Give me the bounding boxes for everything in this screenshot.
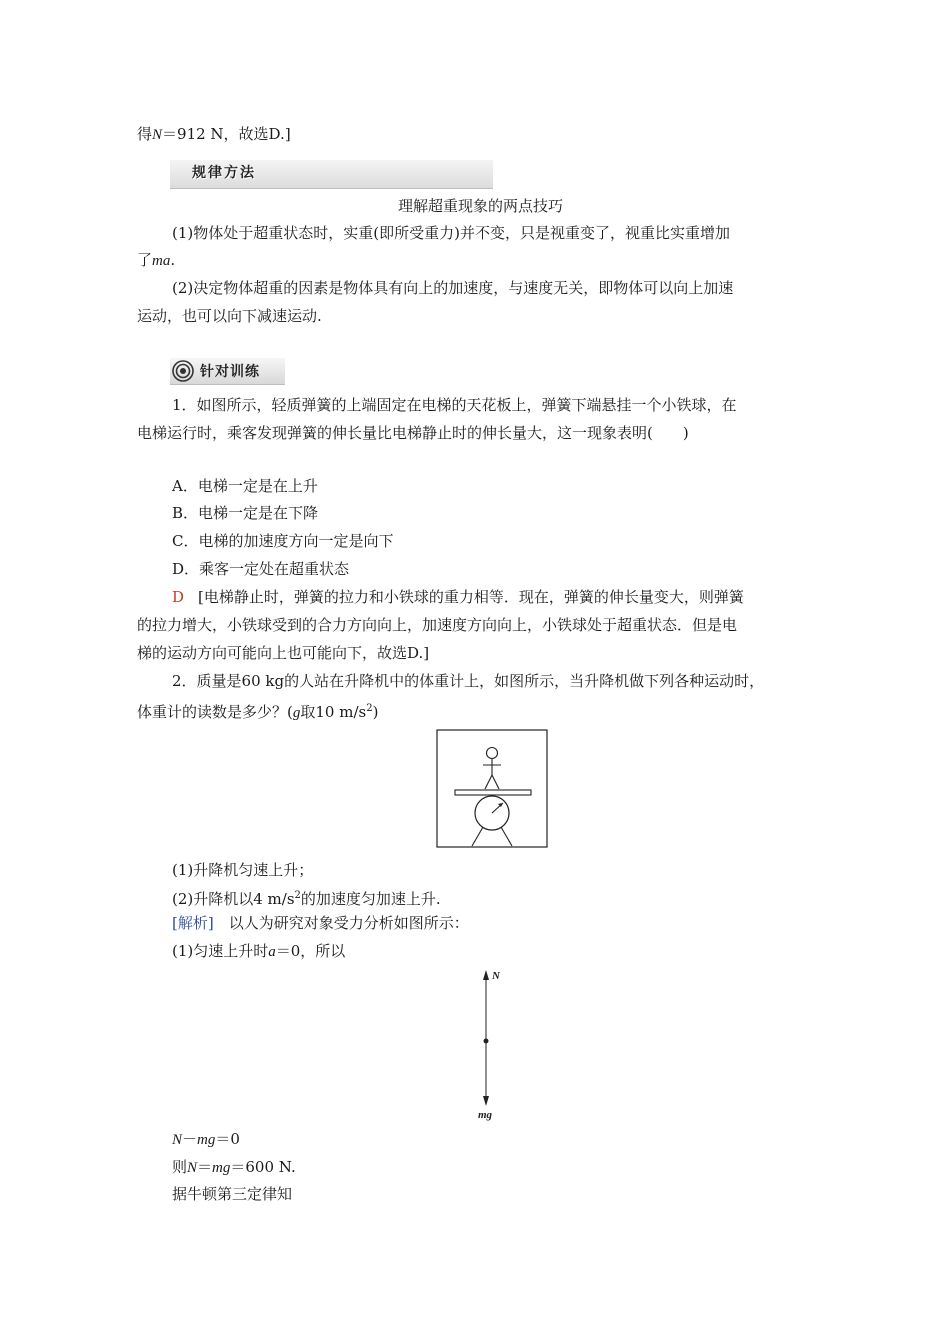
rule-title: 理解超重现象的两点技巧 [398,197,564,215]
q1-option-c: C．电梯的加速度方向一定是向下 [172,532,394,550]
q1-stem-line-2: 电梯运行时，乘客发现弹簧的伸长量比电梯静止时的伸长量大，这一现象表明( ) [137,424,689,442]
equation-1: N－mg＝0 [172,1130,240,1148]
person-stick-figure [483,748,501,790]
q1-option-d: D．乘客一定处在超重状态 [172,560,350,578]
elevator-scale-figure [436,729,548,849]
q2-sub-1: (1)升降机匀速上升； [172,861,314,879]
q1-option-b: B．电梯一定是在下降 [172,504,319,522]
rule-paragraph-2-line-2: 运动，也可以向下减速运动. [137,307,322,325]
rule-paragraph-1-line-2: 了ma. [137,251,176,269]
q2-stem-line-1: 2．质量是60 kg的人站在升降机中的体重计上，如图所示，当升降机做下列各种运动时， [172,672,765,690]
q1-explanation-line-1: D [电梯静止时，弹簧的拉力和小铁球的重力相等．现在，弹簧的伸长量变大，则弹簧 [172,588,744,606]
q1-stem-line-1: 1．如图所示，轻质弹簧的上端固定在电梯的天花板上，弹簧下端悬挂一个小铁球，在 [172,396,737,414]
scale-platform [455,790,531,795]
arrow-up-head [483,970,489,980]
section-banner-training [170,358,285,385]
scale-leg-right [501,827,512,846]
q1-explanation-line-2: 的拉力增大，小铁球受到的合力方向向上，加速度方向向上，小铁球处于超重状态．但是电 [137,616,738,634]
q2-sub-2: (2)升降机以4 $m/s^2$的加速度匀加速上升. [172,890,441,908]
analysis-tag: [解析] [172,914,214,932]
mass-point [484,1039,489,1044]
q2-case-1: (1)匀速上升时a＝0，所以 [172,942,346,960]
q1-answer: D [172,588,185,606]
section-label-rule: 规律方法 [192,165,256,181]
q2-analysis-line: [解析] 以人为研究对象受力分析如图所示： [172,914,469,932]
scale-leg-left [472,827,483,846]
rule-paragraph-1-line-1: (1)物体处于超重状态时，实重(即所受重力)并不变，只是视重变了，视重比实重增加 [172,224,730,242]
section-banner-rule [170,160,493,189]
q1-option-a: A．电梯一定是在上升 [172,477,318,495]
equation-2: 则N＝mg＝600 N. [172,1158,296,1176]
target-icon [172,360,194,382]
force-diagram [470,964,510,1124]
q1-explanation-line-3: 梯的运动方向可能向上也可能向下，故选D.] [137,644,430,662]
force-label-n: N [492,970,500,982]
newton-third-law-line: 据牛顿第三定律知 [172,1185,293,1203]
force-label-mg: mg [478,1109,493,1121]
rule-paragraph-2-line-1: (2)决定物体超重的因素是物体具有向上的加速度，与速度无关，即物体可以向上加速 [172,279,734,297]
arrow-down-head [483,1096,489,1106]
continuation-line: 得N＝912 N，故选D.] [137,125,291,143]
q2-stem-line-2: 体重计的读数是多少？(g取10 $m/s^2$) [137,703,379,721]
section-label-training: 针对训练 [200,364,260,380]
